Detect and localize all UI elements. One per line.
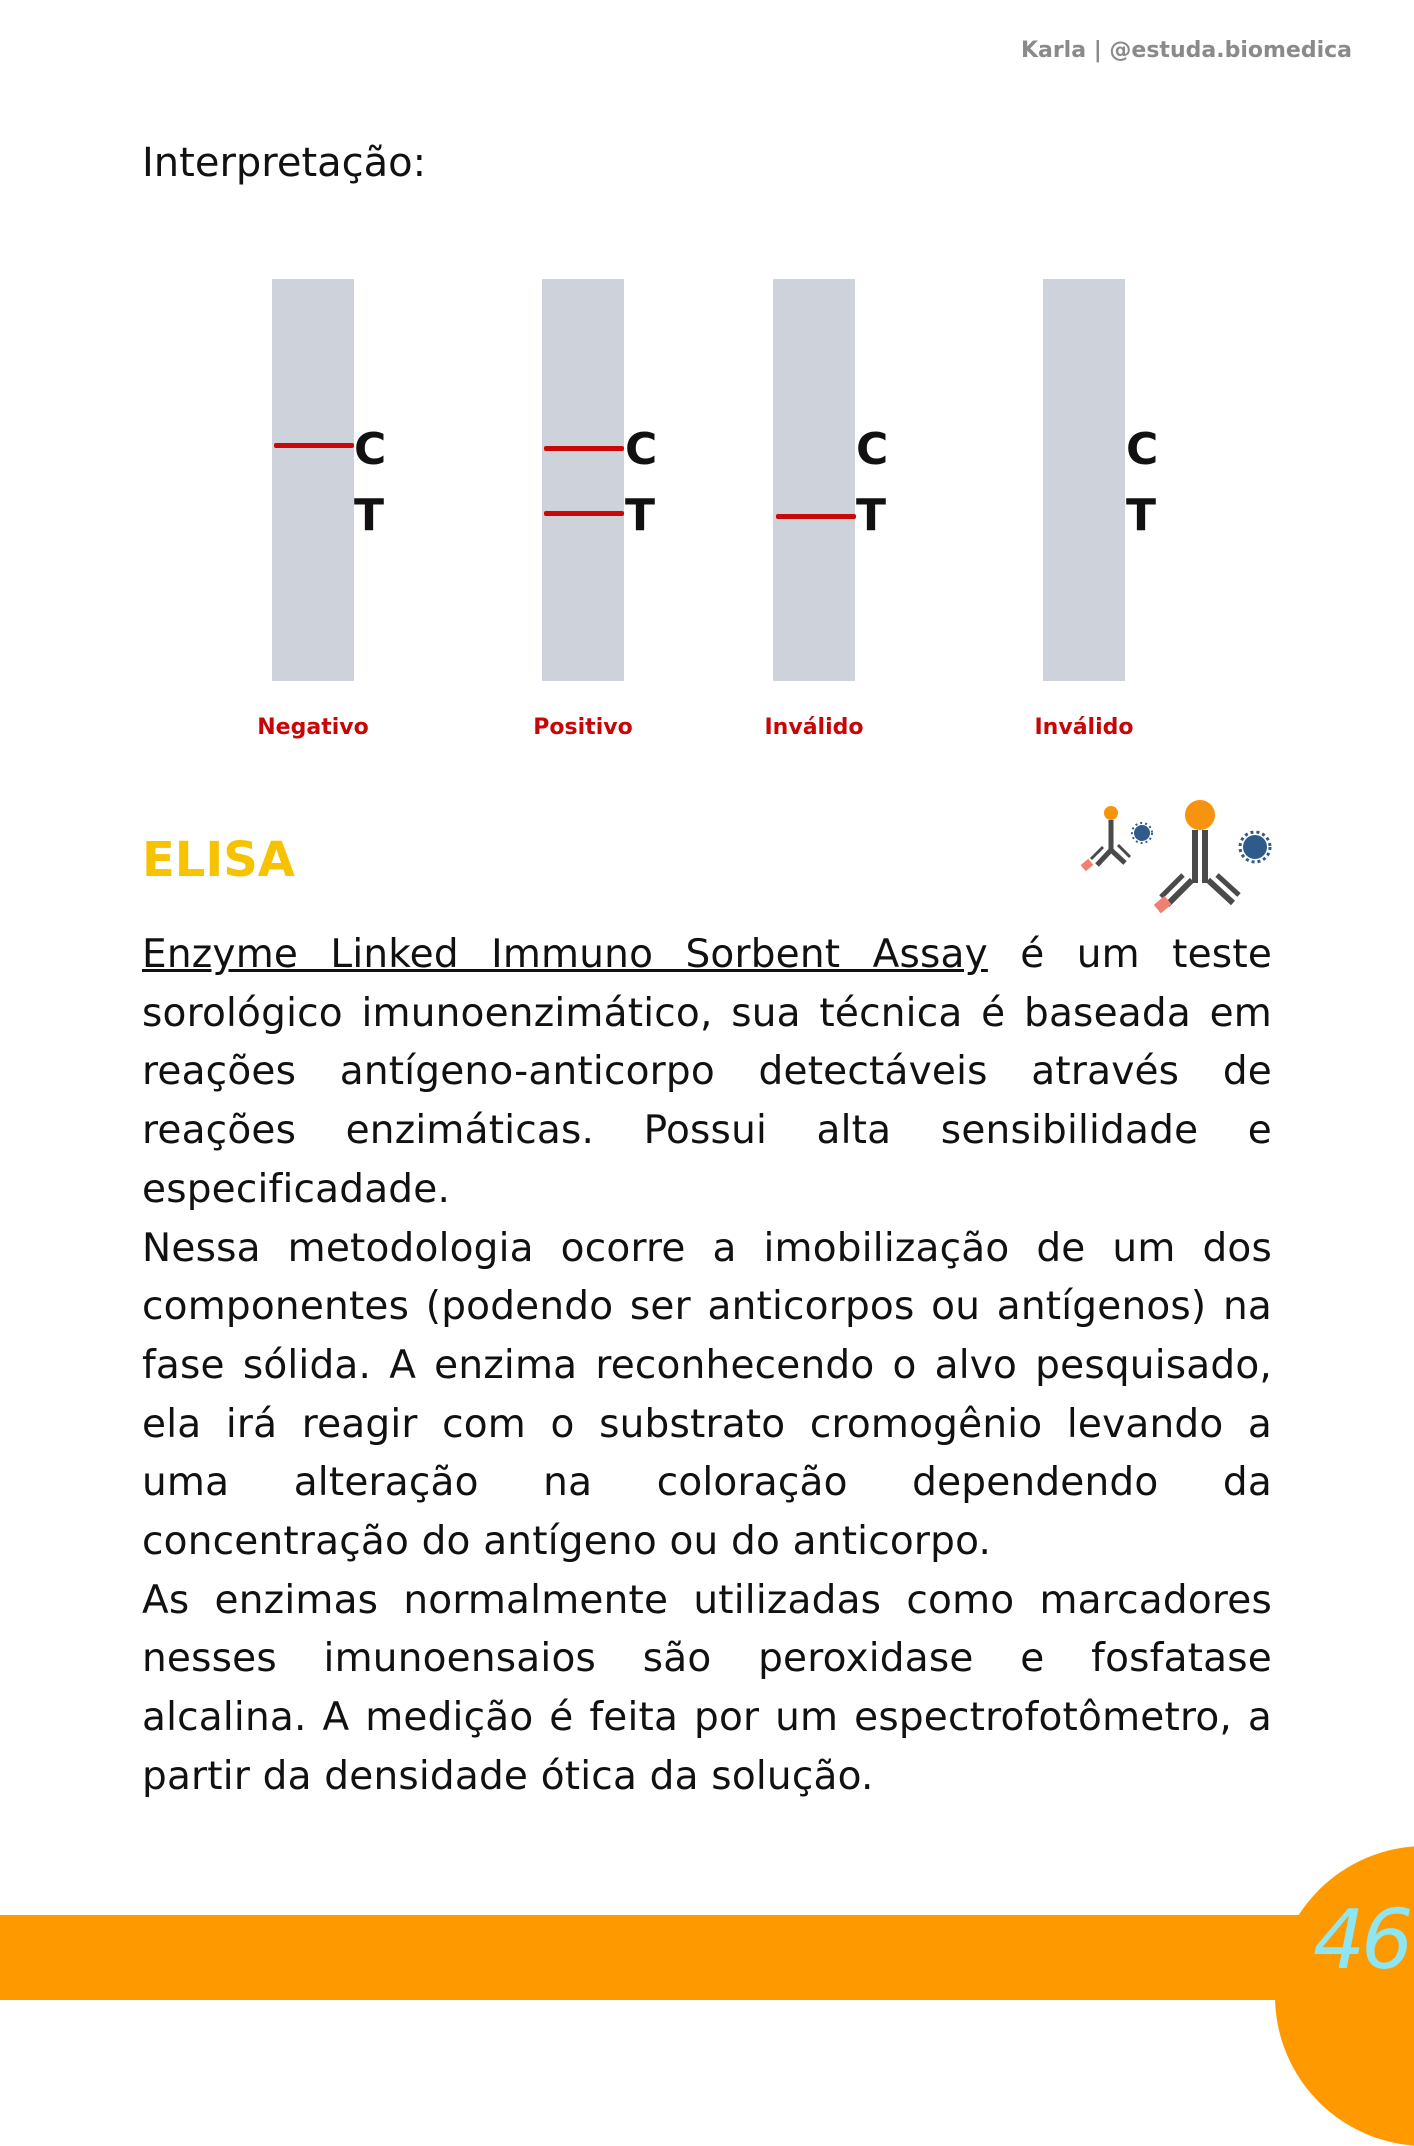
control-label: C [354, 424, 387, 475]
footer-bar [0, 1915, 1414, 2000]
strip-result-label: Negativo [257, 715, 369, 740]
test-label: T [625, 490, 656, 541]
control-label: C [856, 424, 889, 475]
test-label: T [856, 490, 887, 541]
elisa-paragraph-2: Nessa metodologia ocorre a imobilização de um dos componentes (podendo ser anticorpos ou antígenos) na fase sólida. A enzima reconhecendo o alvo pesquisado, ela irá reagir com o substrato cromogênio levando a uma alteração na coloração dependendo da concentração do antígeno ou do anticorpo. [142, 1225, 1272, 1565]
control-band [274, 443, 354, 448]
page-number-badge [1275, 1846, 1414, 2146]
antibody-antigen-icon [1075, 795, 1275, 920]
elisa-title: ELISA [142, 832, 295, 888]
test-label: T [1126, 490, 1157, 541]
page-number: 46 [1313, 1893, 1410, 1988]
test-band [776, 514, 856, 519]
elisa-paragraph-1 [142, 926, 1272, 1220]
control-label: C [1126, 424, 1159, 475]
header-credit: Karla | @estuda.biomedica [1020, 38, 1352, 63]
elisa-paragraph-3: As enzimas normalmente utilizadas como marcadores nesses imunoensaios são peroxidase e fosfatase alcalina. A medição é feita por um espectrofotômetro, a partir da densidade ótica da solução. [142, 1577, 1272, 1799]
elisa-description [142, 926, 1272, 1807]
elisa-term: Enzyme Linked Immuno Sorbent Assay [142, 932, 988, 977]
elisa-paragraph-1-text: é um teste sorológico imunoenzimático, sua técnica é baseada em reações antígeno-anticorpo detectáveis através de reações enzimáticas. Possui alta sensibilidade e especificadade. [142, 932, 1273, 1212]
test-band [544, 511, 624, 516]
strip-result-label: Inválido [1034, 715, 1134, 740]
strip-result-label: Inválido [764, 715, 864, 740]
test-label: T [354, 490, 385, 541]
control-band [544, 446, 624, 451]
interpretation-heading: Interpretação: [142, 140, 427, 186]
control-label: C [625, 424, 658, 475]
strip-result-label: Positivo [533, 715, 633, 740]
